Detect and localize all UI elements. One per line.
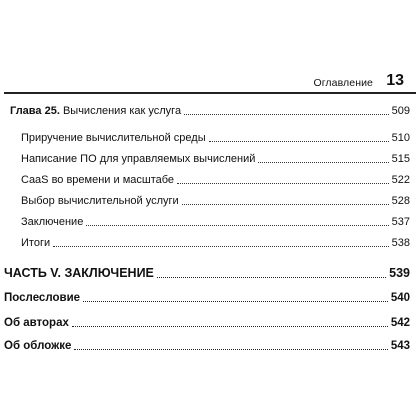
toc-back-matter-entry[interactable] xyxy=(0,314,420,330)
toc-page-number: 540 xyxy=(390,292,410,304)
toc-back-matter-entry[interactable] xyxy=(0,289,420,305)
toc-leader-dots xyxy=(53,246,389,247)
toc-page-number: 510 xyxy=(391,132,410,144)
toc-leader-dots xyxy=(86,225,388,226)
toc-page-number: 509 xyxy=(391,105,410,117)
toc-page-number: 537 xyxy=(391,216,410,228)
toc-section-entry[interactable] xyxy=(0,192,420,208)
running-header-page-number: 13 xyxy=(386,72,404,89)
toc-leader-dots xyxy=(83,301,388,302)
toc-page-number: 542 xyxy=(390,317,410,329)
toc-back-matter-title: Об обложке xyxy=(4,340,72,352)
toc-leader-dots xyxy=(72,326,388,327)
toc-back-matter-title: Послесловие xyxy=(4,292,81,304)
toc-page-number: 515 xyxy=(391,153,410,165)
toc-chapter-label xyxy=(10,104,181,118)
toc-page-number: 522 xyxy=(391,174,410,186)
toc-page-number: 528 xyxy=(391,195,410,207)
toc-section-title: Заключение xyxy=(21,216,84,228)
toc-section-title: Приручение вычислительной среды xyxy=(21,132,206,144)
toc-section-entry[interactable] xyxy=(0,213,420,229)
toc-back-matter-entry[interactable] xyxy=(0,337,420,353)
toc-part-entry[interactable] xyxy=(0,263,420,281)
header-rule xyxy=(4,92,416,94)
toc-section-entry[interactable] xyxy=(0,171,420,187)
toc-page-number: 538 xyxy=(391,237,410,249)
toc-section-entry[interactable] xyxy=(0,129,420,145)
toc-section-title: CaaS во времени и масштабе xyxy=(21,174,175,186)
toc-chapter-prefix: Глава 25. xyxy=(10,105,60,117)
toc-section-title: Итоги xyxy=(21,237,51,249)
running-header-title: Оглавление xyxy=(313,77,373,89)
running-header xyxy=(0,66,420,96)
toc-leader-dots xyxy=(258,162,388,163)
toc-section-title: Выбор вычислительной услуги xyxy=(21,195,179,207)
toc-chapter-entry[interactable] xyxy=(0,102,420,118)
toc-leader-dots xyxy=(74,349,387,350)
toc-part-title: ЧАСТЬ V. ЗАКЛЮЧЕНИЕ xyxy=(4,266,154,280)
toc-leader-dots xyxy=(157,277,386,278)
toc-page-number: 539 xyxy=(389,266,410,280)
toc-section-entry[interactable] xyxy=(0,150,420,166)
toc-leader-dots xyxy=(209,141,389,142)
toc-back-matter-title: Об авторах xyxy=(4,317,69,329)
toc-chapter-title: Вычисления как услуга xyxy=(62,105,182,117)
toc-page-number: 543 xyxy=(390,340,410,352)
toc-section-title: Написание ПО для управляемых вычислений xyxy=(21,153,256,165)
toc-leader-dots xyxy=(177,183,389,184)
toc-section-entry[interactable] xyxy=(0,234,420,250)
toc-leader-dots xyxy=(184,114,389,115)
toc-leader-dots xyxy=(182,204,389,205)
